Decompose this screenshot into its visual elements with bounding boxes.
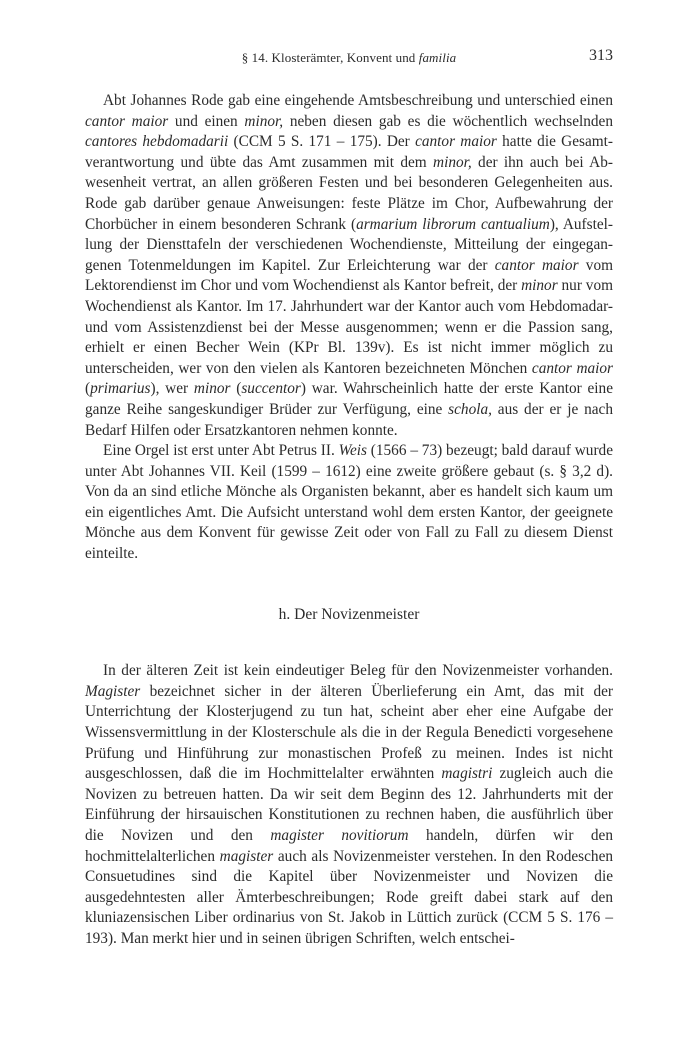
section-heading: h. Der Novizenmeister: [278, 605, 420, 623]
body-text: [85, 91, 613, 950]
page-header: [85, 47, 613, 70]
paragraph-novice-master: In der älteren Zeit ist kein eindeutiger Beleg für den Novizenmeister vorhanden. Magister bezeichnet sicher in der älteren Überlieferung ein Amt, das mit der Unterrichtung der Klosterjugend zu tun hat, scheint aber eher eine Aufgabe der Wissensvermittlung in der Klosterschule als die in der Regula Benedicti vorgesehene Prüfung und Hinführung zur monastischen Profeß zu meinen. Indes ist nicht ausgeschlossen, daß die im Hochmittelalter erwähnten magistri zugleich auch die Novizen zu betreuen hatten. Da wir seit dem Beginn des 12. Jahrhunderts mit der Einführung der hirsauischen Konstitutionen zu rechnen haben, die ausführlich über die Novizen und den magister novitiorum handeln, dürfen wir den hochmittelalterlichen magister auch als Novizenmeister verstehen. In den Rodeschen Consuetudines sind die Kapitel über Novizenmeister und Novizen die ausgedehntesten aller Ämterbeschreibungen; Rode greift dabei stark auf den kluniazensischen Liber ordinarius von St. Jakob in Lüttich zurück (CCM 5 S. 176 – 193). Man merkt hier und in seinen übrigen Schriften, welch entschei-: [85, 662, 614, 947]
page-number: 313: [589, 47, 613, 64]
running-head-text: § 14. Klosterämter, Konvent und: [241, 50, 419, 65]
running-head-italic: familia: [418, 50, 457, 65]
paragraph-cantor: Abt Johannes Rode gab eine eingehende Amtsbeschreibung und unterschied einen cantor maior und einen minor, neben diesen gab es die wöchentlich wechselnden cantores hebdomadarii (CCM 5 S. 171 – 175). Der cantor maior hatte die Gesamtverantwortung und übte das Amt zusammen mit dem minor, der ihn auch bei Abwesenheit vertrat, an allen größeren Festen und bei besonderen Gelegenheiten aus. Rode gab darüber genaue Anweisungen: feste Plätze im Chor, Aufbewahrung der Chorbücher in einem besonderen Schrank (armarium librorum cantualium), Aufstellung der Diensttafeln der verschiedenen Wochendienste, Mitteilung der eingegangenen Totenmeldungen im Kapitel. Zur Erleichterung war der cantor maior vom Lektorendienst im Chor und vom Wochendienst als Kantor befreit, der minor nur vom Wochendienst als Kantor. Im 17. Jahrhundert war der Kantor auch vom Hebdomadar- und vom Assistenzdienst bei der Messe ausgenommen; wenn er die Passion sang, erhielt er einen Becher Wein (KPr Bl. 139v). Es ist nicht immer möglich zu unterscheiden, wer von den vielen als Kantoren bezeichneten Mönchen cantor maior (primarius), wer minor (succentor) war. Wahrscheinlich hatte der erste Kantor eine ganze Reihe sangeskundiger Brüder zur Verfügung, eine schola, aus der er je nach Bedarf Hilfen oder Ersatzkantoren nehmen konnte.: [85, 92, 613, 439]
paragraph-organ: Eine Orgel ist erst unter Abt Petrus II. Weis (1566 – 73) bezeugt; bald darauf wurde unter Abt Johannes VII. Keil (1599 – 1612) eine zweite größere gebaut (s. § 3,2 d). Von da an sind etliche Mönche als Organisten bekannt, aber es handelt sich kaum um ein eigentliches Amt. Die Aufsicht unterstand wohl dem ersten Kantor, der geeignete Mönche aus dem Konvent für gewisse Zeit oder von Fall zu Fall zu diesem Dienst einteilte.: [85, 442, 613, 563]
running-head: [85, 50, 613, 66]
